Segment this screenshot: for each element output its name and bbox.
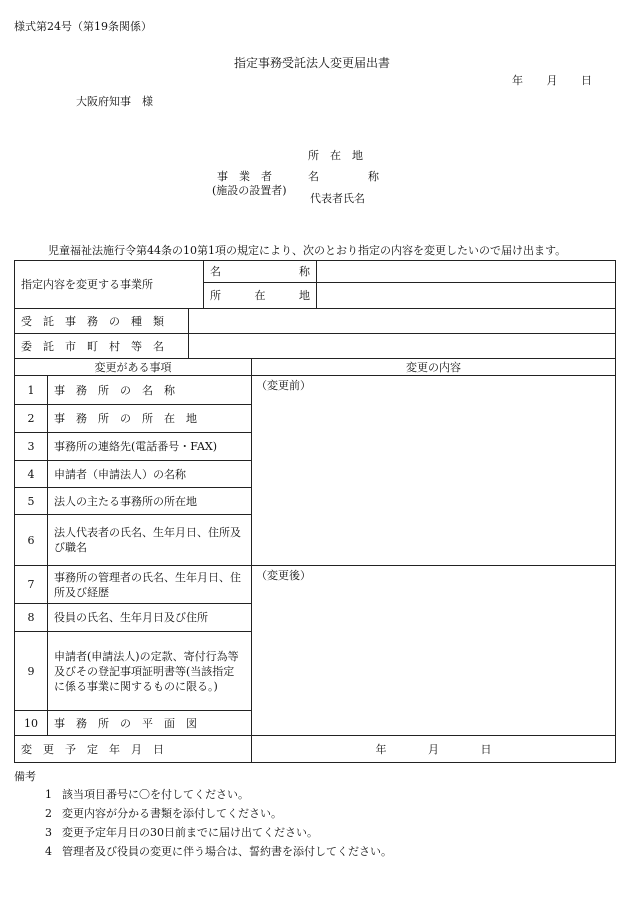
item-number: 4 — [15, 461, 48, 488]
office-address-input[interactable] — [317, 283, 616, 309]
form-number: 様式第24号（第19条関係） — [14, 20, 152, 33]
content-header: 変更の内容 — [252, 359, 616, 376]
scheduled-date-field[interactable] — [252, 736, 616, 763]
items-header: 変更がある事項 — [15, 359, 252, 376]
applicant-label: 事 業 者 — [217, 170, 272, 183]
document-title: 指定事務受託法人変更届出書 — [234, 56, 391, 70]
change-item: 申請者（申請法人）の名称 — [48, 461, 252, 488]
change-before-label: （変更前） — [256, 379, 312, 392]
change-after-label: （変更後） — [256, 569, 312, 582]
item-number: 5 — [15, 488, 48, 515]
notes-title: 備考 — [14, 770, 36, 783]
item-number: 6 — [15, 515, 48, 566]
change-item: 役員の氏名、生年月日及び住所 — [48, 604, 252, 632]
scheduled-month-label: 月 — [428, 742, 439, 756]
change-item: 事務所の連絡先(電話番号・FAX) — [48, 433, 252, 461]
change-item: 法人の主たる事務所の所在地 — [48, 488, 252, 515]
item-number: 9 — [15, 632, 48, 711]
item-number: 8 — [15, 604, 48, 632]
change-item: 事 務 所 の 所 在 地 — [48, 405, 252, 433]
location-label: 所 在 地 — [308, 149, 363, 162]
date-day-label: 日 — [581, 74, 592, 87]
scheduled-year-label: 年 — [375, 742, 387, 756]
change-after-box[interactable] — [252, 566, 616, 736]
office-name-label: 名 称 — [204, 261, 317, 283]
name-label-left: 名 — [308, 170, 319, 183]
note-item: 1 該当項目番号に〇を付してください。 — [45, 788, 249, 801]
item-number: 2 — [15, 405, 48, 433]
change-item: 事 務 所 の 名 称 — [48, 376, 252, 405]
note-item: 3 変更予定年月日の30日前までに届け出てください。 — [45, 826, 318, 839]
submission-date — [512, 74, 592, 87]
addressee: 大阪府知事 様 — [76, 95, 153, 108]
change-item: 事務所の管理者の氏名、生年月日、住所及び経歴 — [48, 566, 252, 604]
change-item: 事 務 所 の 平 面 図 — [48, 711, 252, 736]
office-section-label: 指定内容を変更する事業所 — [15, 261, 204, 309]
note-item: 4 管理者及び役員の変更に伴う場合は、誓約書を添付してください。 — [45, 845, 392, 858]
item-number: 10 — [15, 711, 48, 736]
notes-section — [14, 768, 614, 861]
scheduled-date-label: 変 更 予 定 年 月 日 — [15, 736, 252, 763]
office-address-label: 所 在 地 — [204, 283, 317, 309]
name-label-right: 称 — [368, 170, 379, 183]
office-name-input[interactable] — [317, 261, 616, 283]
change-before-box[interactable] — [252, 376, 616, 566]
entrusting-city-label: 委 託 市 町 村 等 名 — [15, 334, 189, 359]
change-notification-table — [14, 260, 616, 763]
date-month-label: 月 — [546, 74, 558, 87]
item-number: 7 — [15, 566, 48, 604]
intro-text: 児童福祉法施行令第44条の10第1項の規定により、次のとおり指定の内容を変更したいので届け出ます。 — [48, 244, 567, 257]
change-item: 申請者(申請法人)の定款、寄付行為等及びその登記事項証明書等(当該指定に係る事業に関するものに限る。) — [48, 632, 252, 711]
date-year-label: 年 — [512, 74, 523, 87]
scheduled-day-label: 日 — [480, 742, 492, 756]
representative-label: 代表者氏名 — [310, 192, 365, 205]
change-item: 法人代表者の氏名、生年月日、住所及び職名 — [48, 515, 252, 566]
item-number: 3 — [15, 433, 48, 461]
entrusted-type-label: 受 託 事 務 の 種 類 — [15, 309, 189, 334]
note-item: 2 変更内容が分かる書類を添付してください。 — [45, 807, 282, 820]
applicant-sublabel: (施設の設置者) — [212, 184, 287, 197]
item-number: 1 — [15, 376, 48, 405]
entrusting-city-input[interactable] — [189, 334, 616, 359]
entrusted-type-input[interactable] — [189, 309, 616, 334]
